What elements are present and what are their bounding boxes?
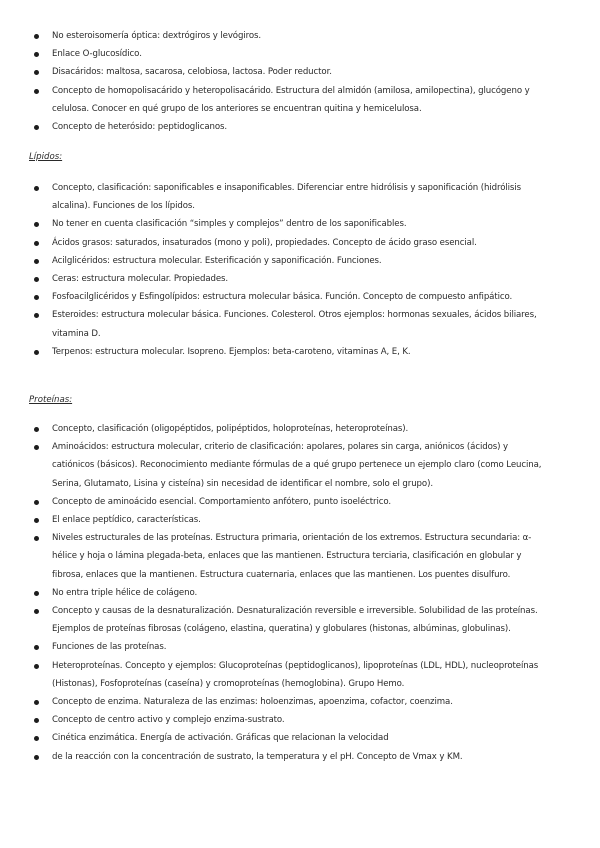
- list-item-text: Concepto, clasificación: saponificables e insaponificables. Diferenciar entre hidrólisis y saponificación (hidrólisis alcalina). Funciones de los lípidos.: [52, 183, 521, 212]
- list-item: [0, 179, 600, 215]
- bullet-icon: [34, 591, 39, 596]
- list-item: [0, 657, 600, 693]
- bullet-icon: [34, 222, 39, 227]
- list-item-text: Terpenos: estructura molecular. Isopreno. Ejemplos: beta-caroteno, vitaminas A, E, K.: [52, 346, 411, 357]
- bullet-icon: [34, 645, 39, 650]
- list-item: [0, 343, 600, 361]
- list-item-text: Concepto, clasificación (oligopéptidos, polipéptidos, holoproteínas, heteroproteínas).: [52, 424, 409, 434]
- lipidos-list: [0, 179, 600, 361]
- list-item: [0, 252, 600, 270]
- list-item: [0, 511, 600, 529]
- bullet-icon: [34, 313, 39, 318]
- list-item-text: Niveles estructurales de las proteínas. Estructura primaria, orientación de los extremos. Estructura secundaria: α-hélice y hoja o lámina plegada-beta, enlaces que las mantienen. Estructura terciaria, clasificación en globular y fibrosa, enlaces que la mantienen. Estructura cuaternaria, enlaces que las mantienen. Los puentes disulfuro.: [52, 533, 532, 580]
- list-item-text: Funciones de las proteínas.: [52, 642, 167, 653]
- list-item: [0, 529, 600, 584]
- proteinas-list: [0, 420, 600, 766]
- list-item-text: Concepto de homopolisacárido y heteropolisacárido. Estructura del almidón (amilosa, amilopectina), glucógeno y celulosa. Conocer en qué grupo de los anteriores se encuentran quitina y hemicelulosa.: [52, 85, 530, 114]
- bullet-icon: [34, 52, 39, 57]
- list-item: [0, 270, 600, 288]
- list-item-text: Concepto de heterósido: peptidoglicanos.: [52, 122, 228, 133]
- bullet-icon: [34, 500, 39, 505]
- bullet-icon: [34, 518, 39, 523]
- proteinas-heading: Proteínas:: [29, 395, 73, 405]
- list-item-text: Concepto de aminoácido esencial. Comportamiento anfótero, punto isoeléctrico.: [52, 496, 392, 507]
- bullet-icon: [34, 718, 39, 723]
- list-item: [0, 638, 600, 656]
- list-item: [0, 438, 600, 493]
- list-item: [0, 729, 600, 747]
- list-item-text: Acilglicéridos: estructura molecular. Esterificación y saponificación. Funciones.: [52, 255, 382, 266]
- list-item: [0, 215, 600, 233]
- list-item-text: Concepto y causas de la desnaturalización. Desnaturalización reversible e irreversible. Solubilidad de las proteínas. Ejemplos de proteínas fibrosas (colágeno, elastina, queratina) y globulares (histonas, albúminas, globulinas).: [52, 606, 538, 635]
- bullet-icon: [34, 259, 39, 264]
- list-item-text: No entra triple hélice de colágeno.: [52, 587, 198, 598]
- list-item-text: Fosfoacilglicéridos y Esfingolípidos: estructura molecular básica. Función. Concepto de compuesto anfipático.: [52, 292, 513, 303]
- list-item: [0, 493, 600, 511]
- bullet-icon: [34, 445, 39, 450]
- list-item-text: Concepto de centro activo y complejo enzima-sustrato.: [52, 715, 285, 726]
- bullet-icon: [34, 125, 39, 130]
- list-item-text: No esteroisomería óptica: dextrógiros y levógiros.: [52, 31, 262, 41]
- list-item-text: Enlace O-glucosídico.: [52, 49, 142, 60]
- bullet-icon: [34, 536, 39, 541]
- list-item: [0, 602, 600, 638]
- list-item: [0, 288, 600, 306]
- list-item-text: Concepto de enzima. Naturaleza de las enzimas: holoenzimas, apoenzima, cofactor, coenzima.: [52, 697, 453, 708]
- bullet-icon: [34, 350, 39, 355]
- bullet-icon: [34, 186, 39, 191]
- list-item-text: Cinética enzimática. Energía de activación. Gráficas que relacionan la velocidad: [52, 733, 389, 744]
- bullet-icon: [34, 664, 39, 669]
- bullet-icon: [34, 427, 39, 432]
- list-item: [0, 63, 600, 81]
- lipidos-heading: Lípidos:: [29, 152, 63, 162]
- bullet-icon: [34, 609, 39, 614]
- list-item-text: Esteroides: estructura molecular básica. Funciones. Colesterol. Otros ejemplos: hormonas sexuales, ácidos biliares, vitamina D.: [52, 310, 537, 339]
- list-item: [0, 306, 600, 342]
- bullet-icon: [34, 241, 39, 246]
- list-item-text: Heteroproteínas. Concepto y ejemplos: Glucoproteínas (peptidoglicanos), lipoproteínas (LDL, HDL), nucleoproteínas (Histonas), Fosfoproteínas (caseína) y cromoproteínas (hemoglobina). Grupo Hemo.: [52, 660, 539, 689]
- bullet-icon: [34, 295, 39, 300]
- list-item-text: Disacáridos: maltosa, sacarosa, celobiosa, lactosa. Poder reductor.: [52, 67, 332, 78]
- list-item: [0, 420, 600, 438]
- bullet-icon: [34, 736, 39, 741]
- list-item: [0, 693, 600, 711]
- list-item: [0, 234, 600, 252]
- list-item-text: No tener en cuenta clasificación “simples y complejos” dentro de los saponificables.: [52, 219, 407, 230]
- list-item-text: Aminoácidos: estructura molecular, criterio de clasificación: apolares, polares sin carga, aniónicos (ácidos) y catiónicos (básicos). Reconocimiento mediante fórmulas de a qué grupo pertenece un ejemplo claro (como Leucina, Serina, Glutamato, Lisina y cisteína) sin necesidad de identificar el nombre, solo el grupo).: [52, 442, 542, 489]
- list-item: [0, 748, 600, 766]
- list-item: [0, 711, 600, 729]
- list-item: [0, 45, 600, 63]
- list-item: [0, 584, 600, 602]
- list-item-text: Ceras: estructura molecular. Propiedades.: [52, 274, 229, 285]
- bullet-icon: [34, 755, 39, 760]
- list-item-text: de la reacción con la concentración de sustrato, la temperatura y el pH. Concepto de Vmax y KM.: [52, 751, 463, 762]
- list-item-text: El enlace peptídico, características.: [52, 515, 201, 526]
- list-item-text: Ácidos grasos: saturados, insaturados (mono y poli), propiedades. Concepto de ácido graso esencial.: [52, 237, 477, 248]
- bullet-icon: [34, 89, 39, 94]
- intro-list: [0, 27, 600, 136]
- bullet-icon: [34, 277, 39, 282]
- list-item: [0, 118, 600, 136]
- list-item: [0, 82, 600, 118]
- bullet-icon: [34, 700, 39, 705]
- list-item: [0, 27, 600, 45]
- bullet-icon: [34, 34, 39, 39]
- bullet-icon: [34, 70, 39, 75]
